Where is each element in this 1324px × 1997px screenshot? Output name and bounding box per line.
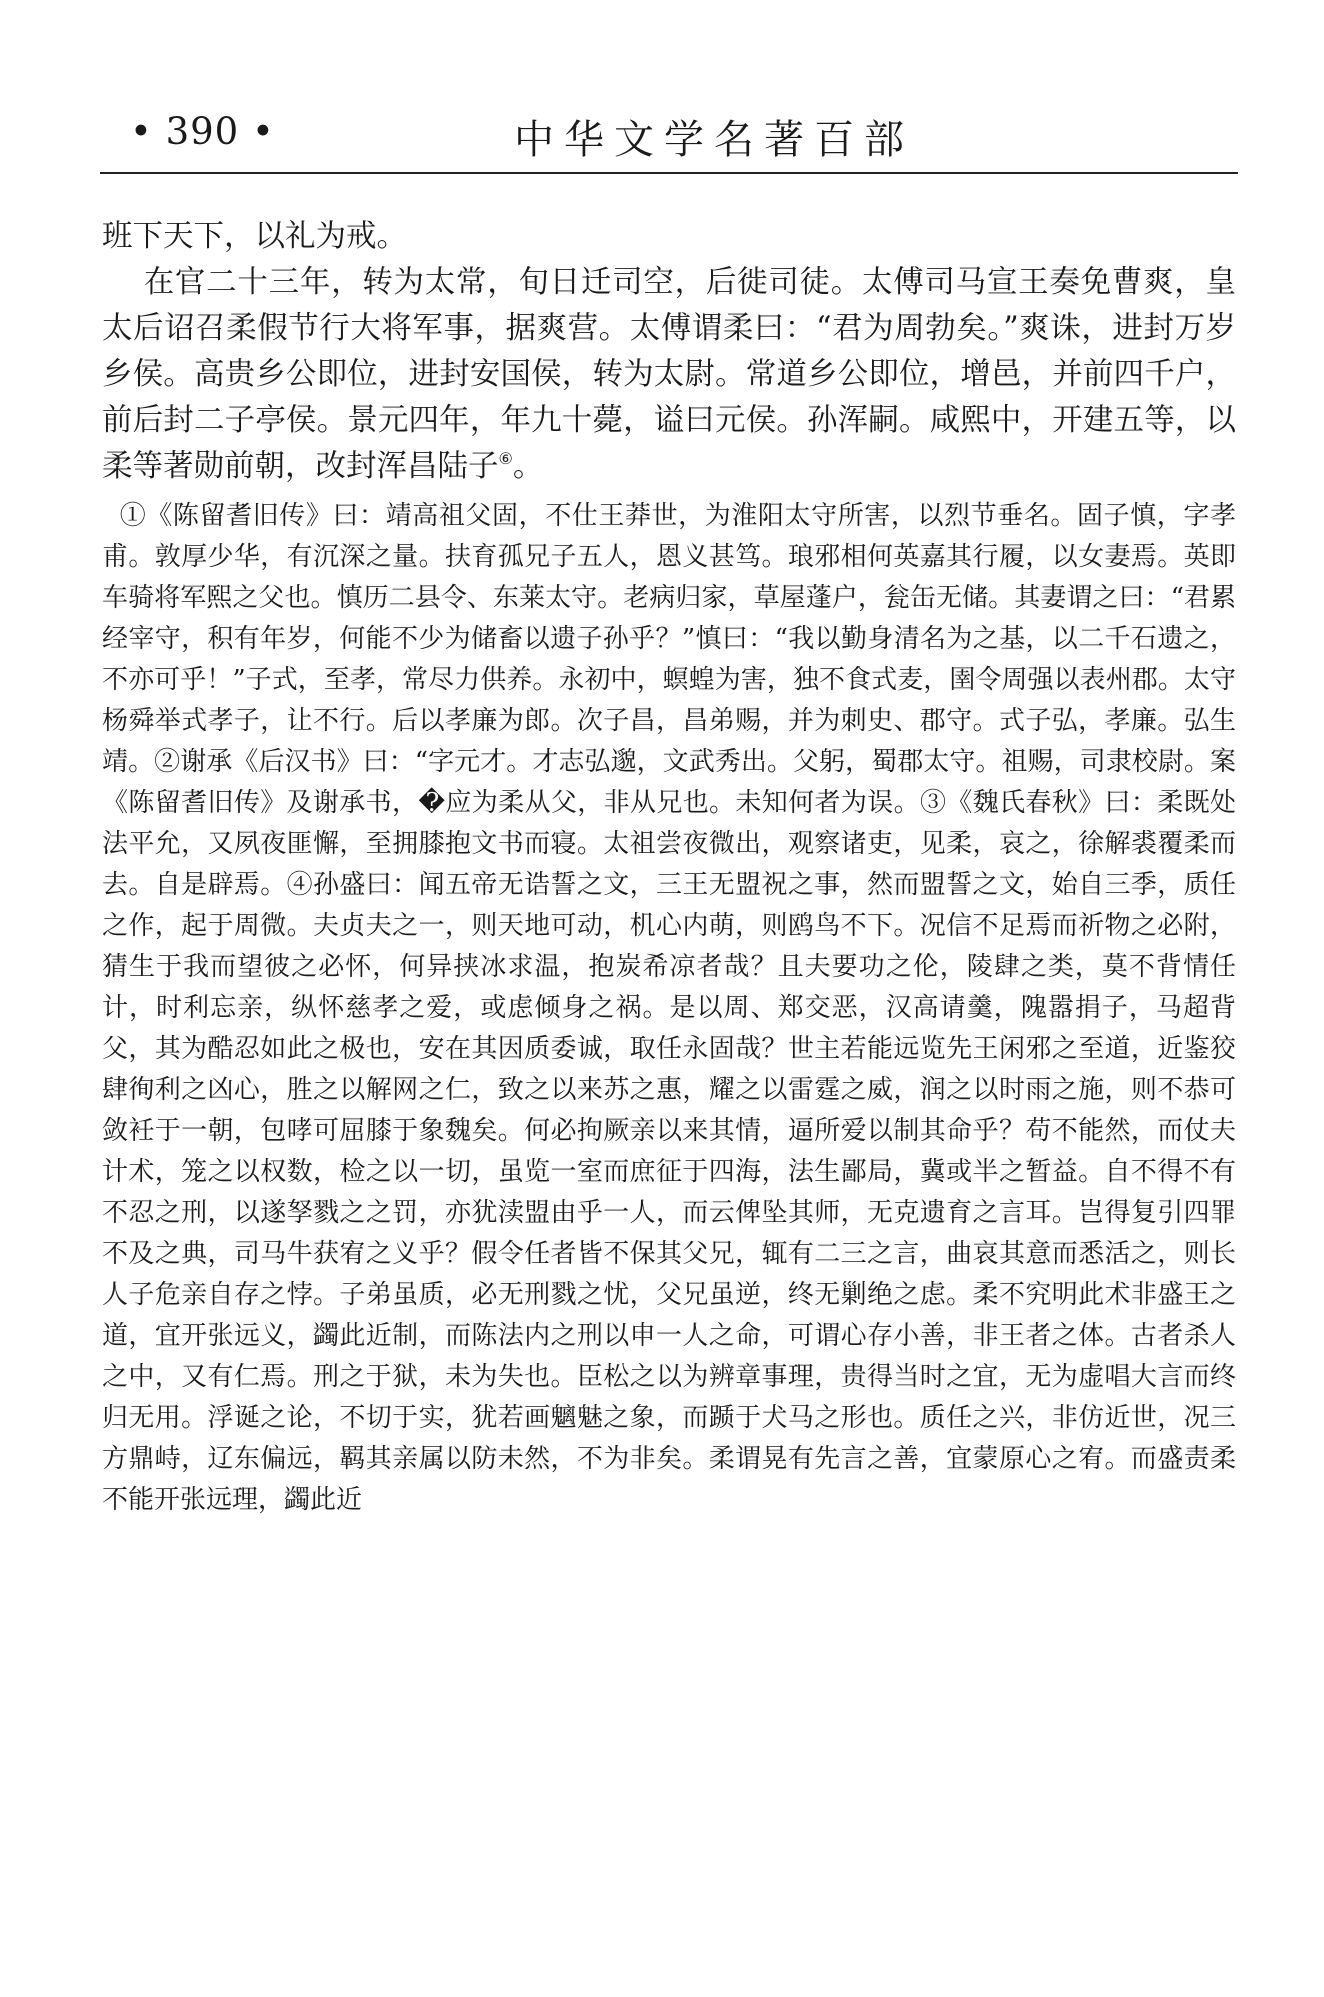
paragraph-end: 。 [512, 449, 544, 484]
page-header [100, 108, 1238, 174]
page-number: • 390 • [130, 110, 275, 153]
paragraph-text: 在官二十三年，转为太常，旬日迁司空，后徙司徒。太傅司马宣王奏免曹爽，皇太后诏召柔假节行大将军事，据爽营。太傅谓柔曰：“君为周勃矣。”爽诛，进封万岁乡侯。高贵乡公即位，进封安国侯，转为太尉。常道乡公即位，增邑，并前四千户，前后封二子亭侯。景元四年，年九十薨，谥曰元侯。孙浑嗣。咸熙中，开建五等，以柔等著勋前朝，改封浑昌陆子 [102, 265, 1237, 484]
annotation-notes: ①《陈留耆旧传》曰：靖高祖父固，不仕王莽世，为淮阳太守所害，以烈节垂名。固子慎，字孝甫。敦厚少华，有沉深之量。扶育孤兄子五人，恩义甚笃。琅邪相何英嘉其行履，以女妻焉。英即车骑将军熙之父也。慎历二县令、东莱太守。老病归家，草屋蓬户，瓮缶无储。其妻谓之曰：“君累经宰守，积有年岁，何能不少为储畜以遗子孙乎？”慎曰：“我以勤身清名为之基，以二千石遗之，不亦可乎！”子式，至孝，常尽力供养。永初中，螟蝗为害，独不食式麦，圉令周强以表州郡。太守杨舜举式孝子，让不行。后以孝廉为郎。次子昌，昌弟赐，并为刺史、郡守。式子弘，孝廉。弘生靖。②谢承《后汉书》曰：“字元才。才志弘邈，文武秀出。父躬，蜀郡太守。祖赐，司隶校尉。案《陈留耆旧传》及谢承书，�应为柔从父，非从兄也。未知何者为误。③《魏氏春秋》曰：柔既处法平允，又夙夜匪懈，至拥膝抱文书而寝。太祖尝夜微出，观察诸吏，见柔，哀之，徐解裘覆柔而去。自是辟焉。④孙盛曰：闻五帝无诰誓之文，三王无盟祝之事，然而盟誓之文，始自三季，质任之作，起于周微。夫贞夫之一，则天地可动，机心内萌，则鸥鸟不下。况信不足焉而祈物之必附，猜生于我而望彼之必怀，何异挟冰求温，抱炭希凉者哉？且夫要功之伦，陵肆之类，莫不背情任计，时利忘亲，纵怀慈孝之爱，或虑倾身之祸。是以周、郑交恶，汉高请羹，隗嚣捐子，马超背父，其为酷忍如此之极也，安在其因质委诚，取任永固哉？世主若能远览先王闲邪之至道，近鉴狡肆徇利之凶心，胜之以解网之仁，致之以来苏之惠，耀之以雷霆之威，润之以时雨之施，则不恭可敛衽于一朝，包哮可屈膝于象魏矣。何必拘厥亲以来其情，逼所爱以制其命乎？苟不能然，而仗夫计术，笼之以权数，检之以一切，虽览一室而庶征于四海，法生鄙局，冀或半之暂益。自不得不有不忍之刑，以遂孥戮之之罚，亦犹渎盟由乎一人，而云俾坠其师，无克遗育之言耳。岂得复引四罪不及之典，司马牛获宥之义乎？假令任者皆不保其父兄，辄有二三之言，曲哀其意而悉活之，则长人子危亲自存之悖。子弟虽质，必无刑戮之忧，父兄虽逆，终无剿绝之虑。柔不究明此术非盛王之道，宜开张远义，蠲此近制，而陈法内之刑以申一人之命，可谓心存小善，非王者之体。古者杀人之中，又有仁焉。刑之于狱，未为失也。臣松之以为辨章事理，贵得当时之宜，无为虚唱大言而终归无用。浮诞之论，不切于实，犹若画魑魅之象，而踬于犬马之形也。质任之兴，非仿近世，况三方鼎峙，辽东偏远，羁其亲属以防未然，不为非矣。柔谓晃有先言之善，宜蒙原心之宥。而盛责柔不能开张远理，蠲此近 [102, 501, 1236, 1515]
main-text-line: 班下天下，以礼为戒。 [102, 219, 407, 254]
main-text-paragraph [102, 260, 1236, 490]
header-divider [100, 172, 1238, 174]
body-text [102, 214, 1236, 1521]
footnote-ref: ⑥ [498, 449, 513, 468]
book-title: 中华文学名著百部 [514, 117, 914, 163]
